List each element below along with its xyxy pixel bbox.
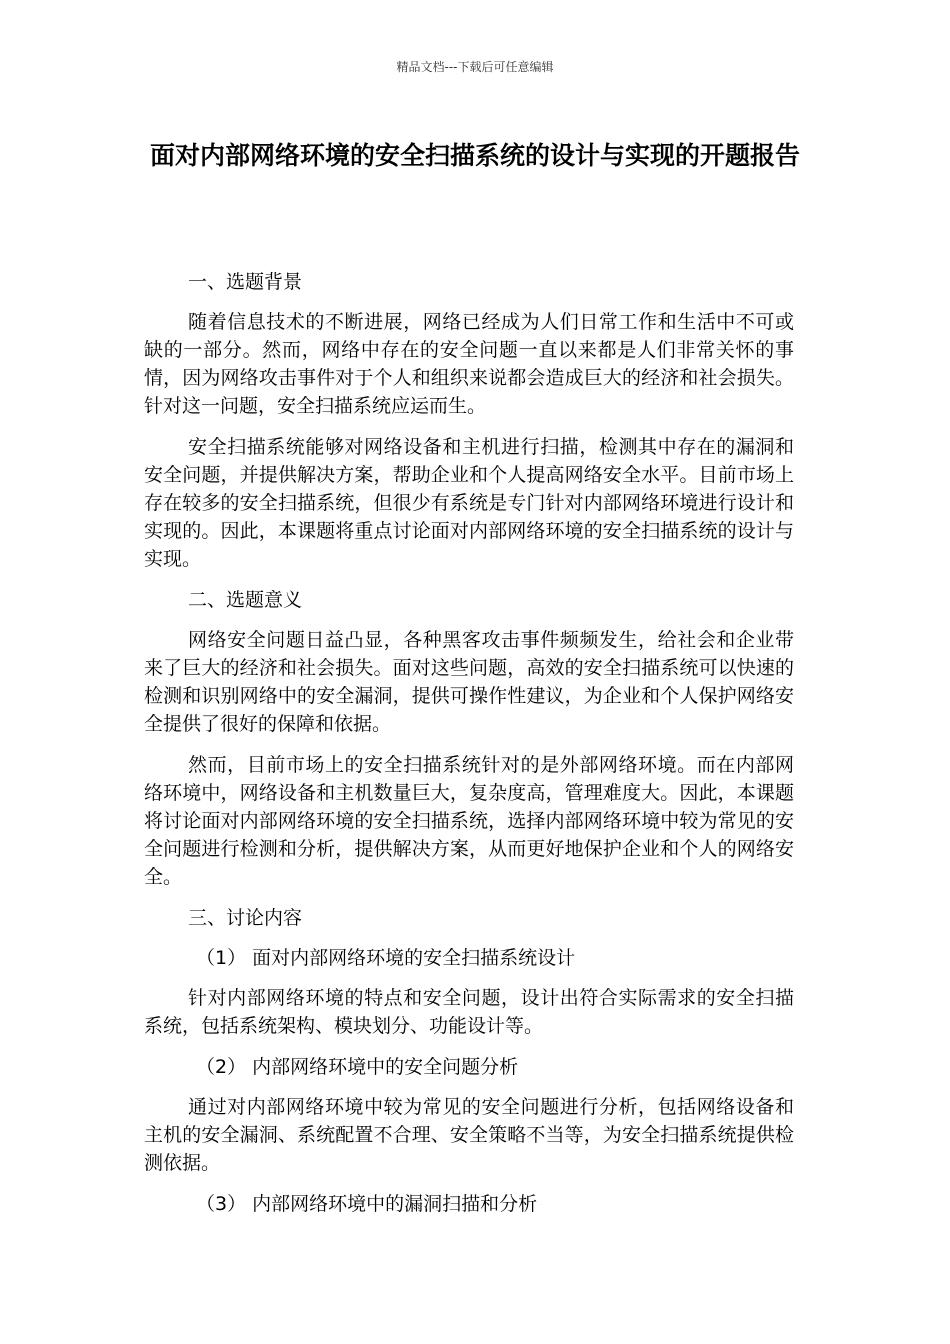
subheading-item-3: （3） 内部网络环境中的漏洞扫描和分析 bbox=[196, 1193, 538, 1215]
header-note: 精品文档---下载后可任意编辑 bbox=[396, 60, 554, 74]
subheading-item-2: （2） 内部网络环境中的安全问题分析 bbox=[196, 1056, 519, 1078]
paragraph: 针对内部网络环境的特点和安全问题，设计出符合实际需求的安全扫描系统，包括系统架构、模块划分、功能设计等。 bbox=[144, 987, 794, 1037]
document-title: 面对内部网络环境的安全扫描系统的设计与实现的开题报告 bbox=[149, 141, 800, 170]
document-body bbox=[144, 268, 794, 1230]
section-heading-significance: 二、选题意义 bbox=[188, 589, 303, 611]
paragraph: 随着信息技术的不断进展，网络已经成为人们日常工作和生活中不可或缺的一部分。然而，网络中存在的安全问题一直以来都是人们非常关怀的事情，因为网络攻击事件对于个人和组织来说都会造成巨大的经济和社会损失。针对这一问题，安全扫描系统应运而生。 bbox=[144, 311, 794, 417]
paragraph: 安全扫描系统能够对网络设备和主机进行扫描，检测其中存在的漏洞和安全问题，并提供解决方案，帮助企业和个人提高网络安全水平。目前市场上存在较多的安全扫描系统，但很少有系统是专门针对内部网络环境进行设计和实现的。因此，本课题将重点讨论面对内部网络环境的安全扫描系统的设计与实现。 bbox=[144, 436, 794, 570]
section-heading-content: 三、讨论内容 bbox=[188, 907, 303, 929]
paragraph: 网络安全问题日益凸显，各种黑客攻击事件频频发生，给社会和企业带来了巨大的经济和社会损失。面对这些问题，高效的安全扫描系统可以快速的检测和识别网络中的安全漏洞，提供可操作性建议，为企业和个人保护网络安全提供了很好的保障和依据。 bbox=[144, 629, 794, 735]
paragraph: 然而，目前市场上的安全扫描系统针对的是外部网络环境。而在内部网络环境中，网络设备和主机数量巨大，复杂度高，管理难度大。因此，本课题将讨论面对内部网络环境的安全扫描系统，选择内部网络环境中较为常见的安全问题进行检测和分析，提供解决方案，从而更好地保护企业和个人的网络安全。 bbox=[144, 754, 794, 888]
subheading-item-1: （1） 面对内部网络环境的安全扫描系统设计 bbox=[196, 947, 576, 969]
paragraph: 通过对内部网络环境中较为常见的安全问题进行分析，包括网络设备和主机的安全漏洞、系统配置不合理、安全策略不当等，为安全扫描系统提供检测依据。 bbox=[144, 1096, 794, 1174]
section-heading-background: 一、选题背景 bbox=[188, 271, 303, 293]
